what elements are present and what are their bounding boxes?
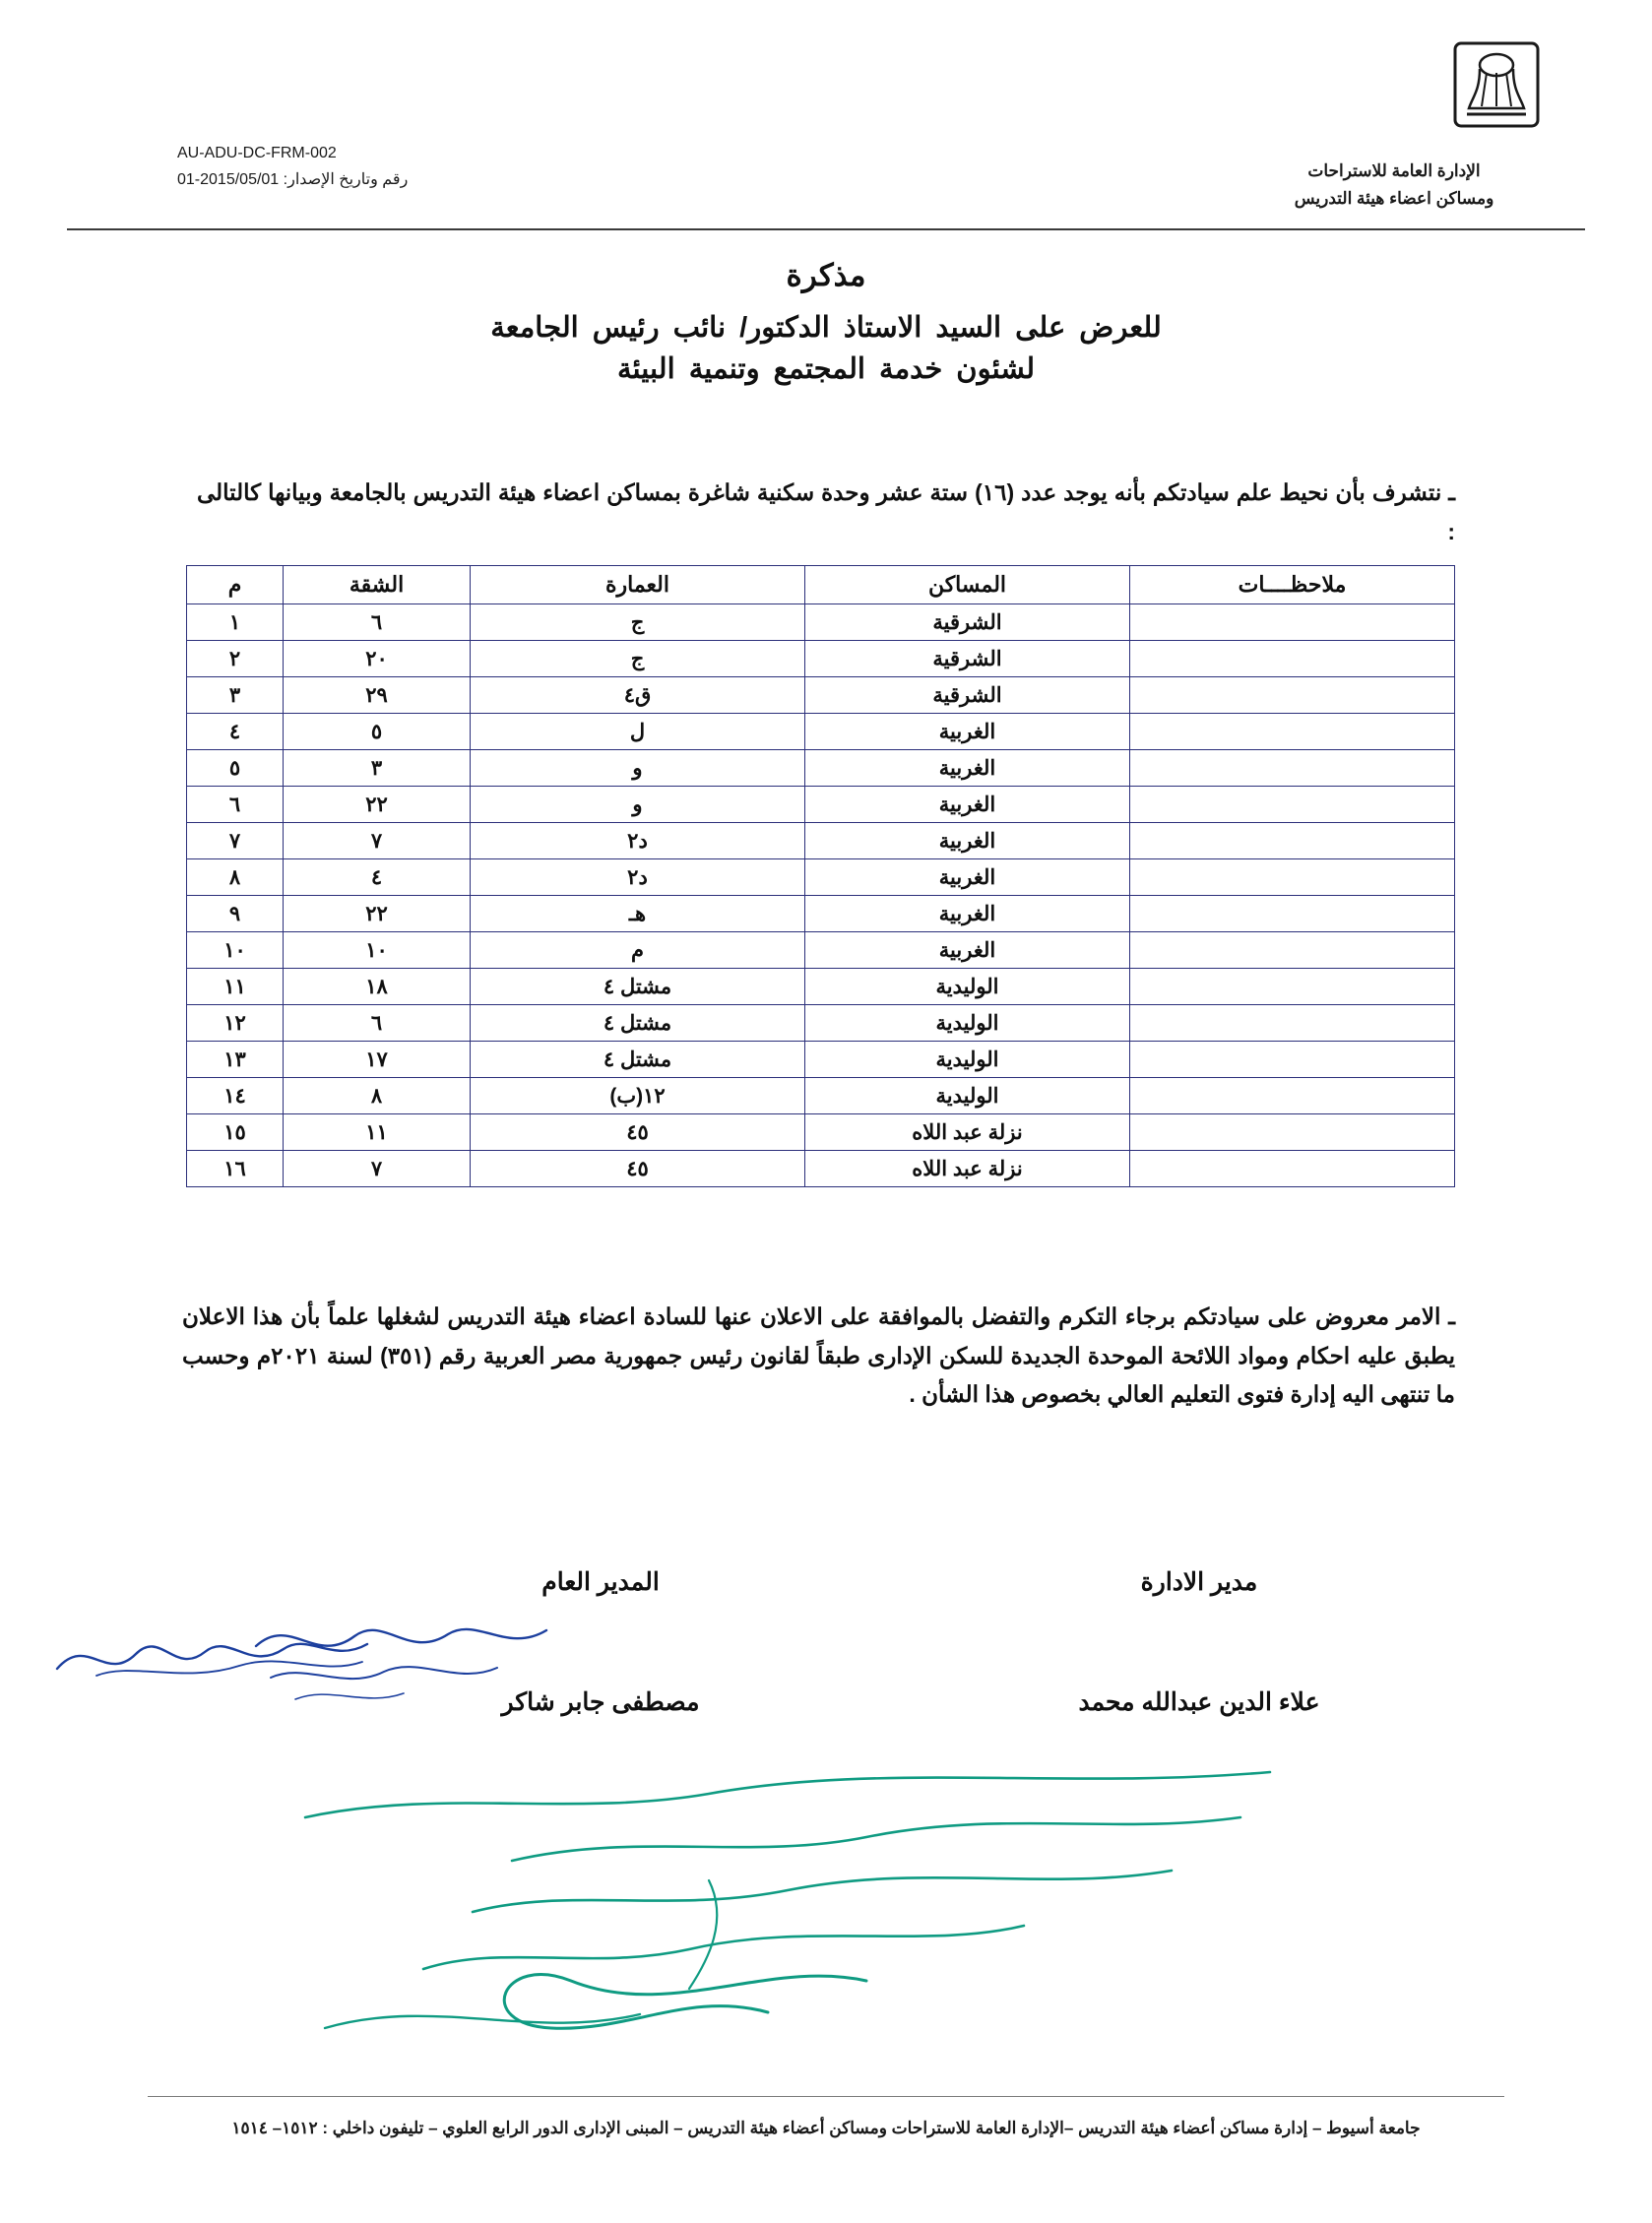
header-divider: [67, 228, 1585, 230]
cell-housing: الغربية: [805, 932, 1130, 969]
cell-notes: [1130, 750, 1455, 787]
cell-num: ٥: [187, 750, 284, 787]
cell-building: مشتل ٤: [471, 1005, 805, 1042]
cell-flat: ١١: [284, 1114, 471, 1151]
table-row: [187, 932, 1455, 969]
cell-flat: ١٠: [284, 932, 471, 969]
form-issue-date: رقم وتاريخ الإصدار: 2015/05/01-01: [177, 171, 409, 189]
signature-name: علاء الدين عبدالله محمد: [1078, 1688, 1320, 1716]
cell-num: ١٦: [187, 1151, 284, 1187]
cell-flat: ١٨: [284, 969, 471, 1005]
handwritten-signature-manager: [37, 1615, 392, 1703]
table-row: [187, 969, 1455, 1005]
cell-flat: ١٧: [284, 1042, 471, 1078]
cell-building: ج: [471, 604, 805, 641]
cell-notes: [1130, 932, 1455, 969]
table-row: [187, 1114, 1455, 1151]
cell-flat: ٢٢: [284, 787, 471, 823]
cell-notes: [1130, 1114, 1455, 1151]
cell-notes: [1130, 1151, 1455, 1187]
cell-num: ١٥: [187, 1114, 284, 1151]
form-code-block: [177, 140, 408, 193]
cell-housing: الغربية: [805, 859, 1130, 896]
cell-building: و: [471, 787, 805, 823]
table-row: [187, 787, 1455, 823]
table-row: [187, 1078, 1455, 1114]
cell-num: ٤: [187, 714, 284, 750]
cell-num: ١: [187, 604, 284, 641]
cell-flat: ٢٢: [284, 896, 471, 932]
department-heading: [1246, 158, 1542, 213]
cell-housing: الغربية: [805, 787, 1130, 823]
department-line-1: الإدارة العامة للاستراحات: [1307, 161, 1481, 180]
form-code: AU-ADU-DC-FRM-002: [177, 145, 337, 161]
cell-flat: ٣: [284, 750, 471, 787]
department-line-2: ومساكن اعضاء هيئة التدريس: [1294, 189, 1494, 209]
intro-paragraph: ـ نتشرف بأن نحيط علم سيادتكم بأنه يوجد عدد (١٦) ستة عشر وحدة سكنية شاغرة بمساكن اعضاء هيئة التدريس بالجامعة وبيانها كالتالى :: [197, 479, 1455, 545]
cell-num: ٨: [187, 859, 284, 896]
body-paragraph: ـ الامر معروض على سيادتكم برجاء التكرم والتفضل بالموافقة على الاعلان عنها للسادة اعضاء هيئة التدريس لشغلها علماً بأن هذا الاعلان يطبق عليه احكام ومواد اللائحة الموحدة الجديدة للسكن الإدارى طبقاً لقانون رئيس جمهورية مصر العربية رقم (٣٥١) لسنة ٢٠٢١م وحسب ما تنتهى اليه إدارة فتوى التعليم العالي بخصوص هذا الشأن .: [182, 1303, 1455, 1408]
cell-housing: الغربية: [805, 896, 1130, 932]
table-header-row: [187, 566, 1455, 604]
signature-role: مدير الادارة: [1140, 1568, 1258, 1596]
cell-notes: [1130, 641, 1455, 677]
table-row: [187, 750, 1455, 787]
title-line-2: لشئون خدمة المجتمع وتنمية البيئة: [616, 353, 1036, 386]
cell-housing: الغربية: [805, 823, 1130, 859]
cell-num: ١٢: [187, 1005, 284, 1042]
column-header-building: العمارة: [471, 566, 805, 604]
cell-building: ق٤: [471, 677, 805, 714]
cell-flat: ٢٩: [284, 677, 471, 714]
column-header-notes: ملاحظــــات: [1130, 566, 1455, 604]
units-table-wrapper: [187, 565, 1455, 1187]
signature-name: مصطفى جابر شاكر: [501, 1688, 700, 1716]
units-table-body: [187, 604, 1455, 1187]
table-row: [187, 641, 1455, 677]
table-row: [187, 1151, 1455, 1187]
cell-num: ٧: [187, 823, 284, 859]
cell-notes: [1130, 1078, 1455, 1114]
cell-housing: الوليدية: [805, 969, 1130, 1005]
cell-housing: الشرقية: [805, 641, 1130, 677]
table-row: [187, 714, 1455, 750]
table-row: [187, 823, 1455, 859]
university-seal-icon: [1451, 39, 1542, 130]
cell-housing: الوليدية: [805, 1042, 1130, 1078]
table-row: [187, 896, 1455, 932]
document-title-block: [0, 258, 1652, 390]
column-header-flat: الشقة: [284, 566, 471, 604]
table-row: [187, 1005, 1455, 1042]
cell-notes: [1130, 1042, 1455, 1078]
cell-building: ٤٥: [471, 1114, 805, 1151]
cell-flat: ٨: [284, 1078, 471, 1114]
handwritten-approval-note: [177, 1733, 1319, 2058]
cell-housing: الوليدية: [805, 1005, 1130, 1042]
table-row: [187, 859, 1455, 896]
cell-building: ٤٥: [471, 1151, 805, 1187]
cell-building: ل: [471, 714, 805, 750]
cell-flat: ٧: [284, 1151, 471, 1187]
cell-notes: [1130, 787, 1455, 823]
table-row: [187, 677, 1455, 714]
cell-building: مشتل ٤: [471, 969, 805, 1005]
cell-flat: ٢٠: [284, 641, 471, 677]
table-row: [187, 1042, 1455, 1078]
cell-building: ج: [471, 641, 805, 677]
cell-notes: [1130, 1005, 1455, 1042]
cell-flat: ٤: [284, 859, 471, 896]
signature-block-manager: [992, 1567, 1406, 1717]
cell-housing: الشرقية: [805, 604, 1130, 641]
cell-num: ٣: [187, 677, 284, 714]
cell-housing: نزلة عبد اللاه: [805, 1151, 1130, 1187]
column-header-housing: المساكن: [805, 566, 1130, 604]
footer-contact: جامعة أسيوط – إدارة مساكن أعضاء هيئة التدريس –الإدارة العامة للاستراحات ومساكن أعضاء هيئة التدريس – المبنى الإدارى الدور الرابع العلوي – تليفون داخلي : ١٥١٢– ١٥١٤: [231, 2119, 1421, 2137]
cell-building: و: [471, 750, 805, 787]
cell-num: ٢: [187, 641, 284, 677]
footer-divider: [148, 2096, 1504, 2097]
cell-notes: [1130, 714, 1455, 750]
cell-flat: ٦: [284, 604, 471, 641]
cell-housing: الغربية: [805, 750, 1130, 787]
cell-notes: [1130, 604, 1455, 641]
table-row: [187, 604, 1455, 641]
column-header-num: م: [187, 566, 284, 604]
cell-notes: [1130, 677, 1455, 714]
vacant-units-table: [186, 565, 1455, 1187]
cell-num: ١١: [187, 969, 284, 1005]
cell-housing: الغربية: [805, 714, 1130, 750]
signature-role: المدير العام: [541, 1568, 660, 1596]
cell-flat: ٥: [284, 714, 471, 750]
document-header: [0, 0, 1652, 209]
cell-housing: نزلة عبد اللاه: [805, 1114, 1130, 1151]
cell-building: ١٢(ب): [471, 1078, 805, 1114]
cell-building: هـ: [471, 896, 805, 932]
title-line-1: للعرض على السيد الاستاذ الدكتور/ نائب رئيس الجامعة: [490, 312, 1162, 344]
cell-notes: [1130, 859, 1455, 896]
cell-building: مشتل ٤: [471, 1042, 805, 1078]
cell-building: د٢: [471, 823, 805, 859]
cell-num: ١٣: [187, 1042, 284, 1078]
cell-flat: ٦: [284, 1005, 471, 1042]
cell-num: ٩: [187, 896, 284, 932]
cell-num: ١٠: [187, 932, 284, 969]
cell-building: م: [471, 932, 805, 969]
cell-building: د٢: [471, 859, 805, 896]
cell-num: ٦: [187, 787, 284, 823]
cell-notes: [1130, 896, 1455, 932]
cell-num: ١٤: [187, 1078, 284, 1114]
cell-housing: الشرقية: [805, 677, 1130, 714]
signature-block-director-general: [394, 1567, 807, 1717]
cell-notes: [1130, 823, 1455, 859]
cell-notes: [1130, 969, 1455, 1005]
page-title: مذكرة: [786, 258, 866, 292]
cell-housing: الوليدية: [805, 1078, 1130, 1114]
cell-flat: ٧: [284, 823, 471, 859]
